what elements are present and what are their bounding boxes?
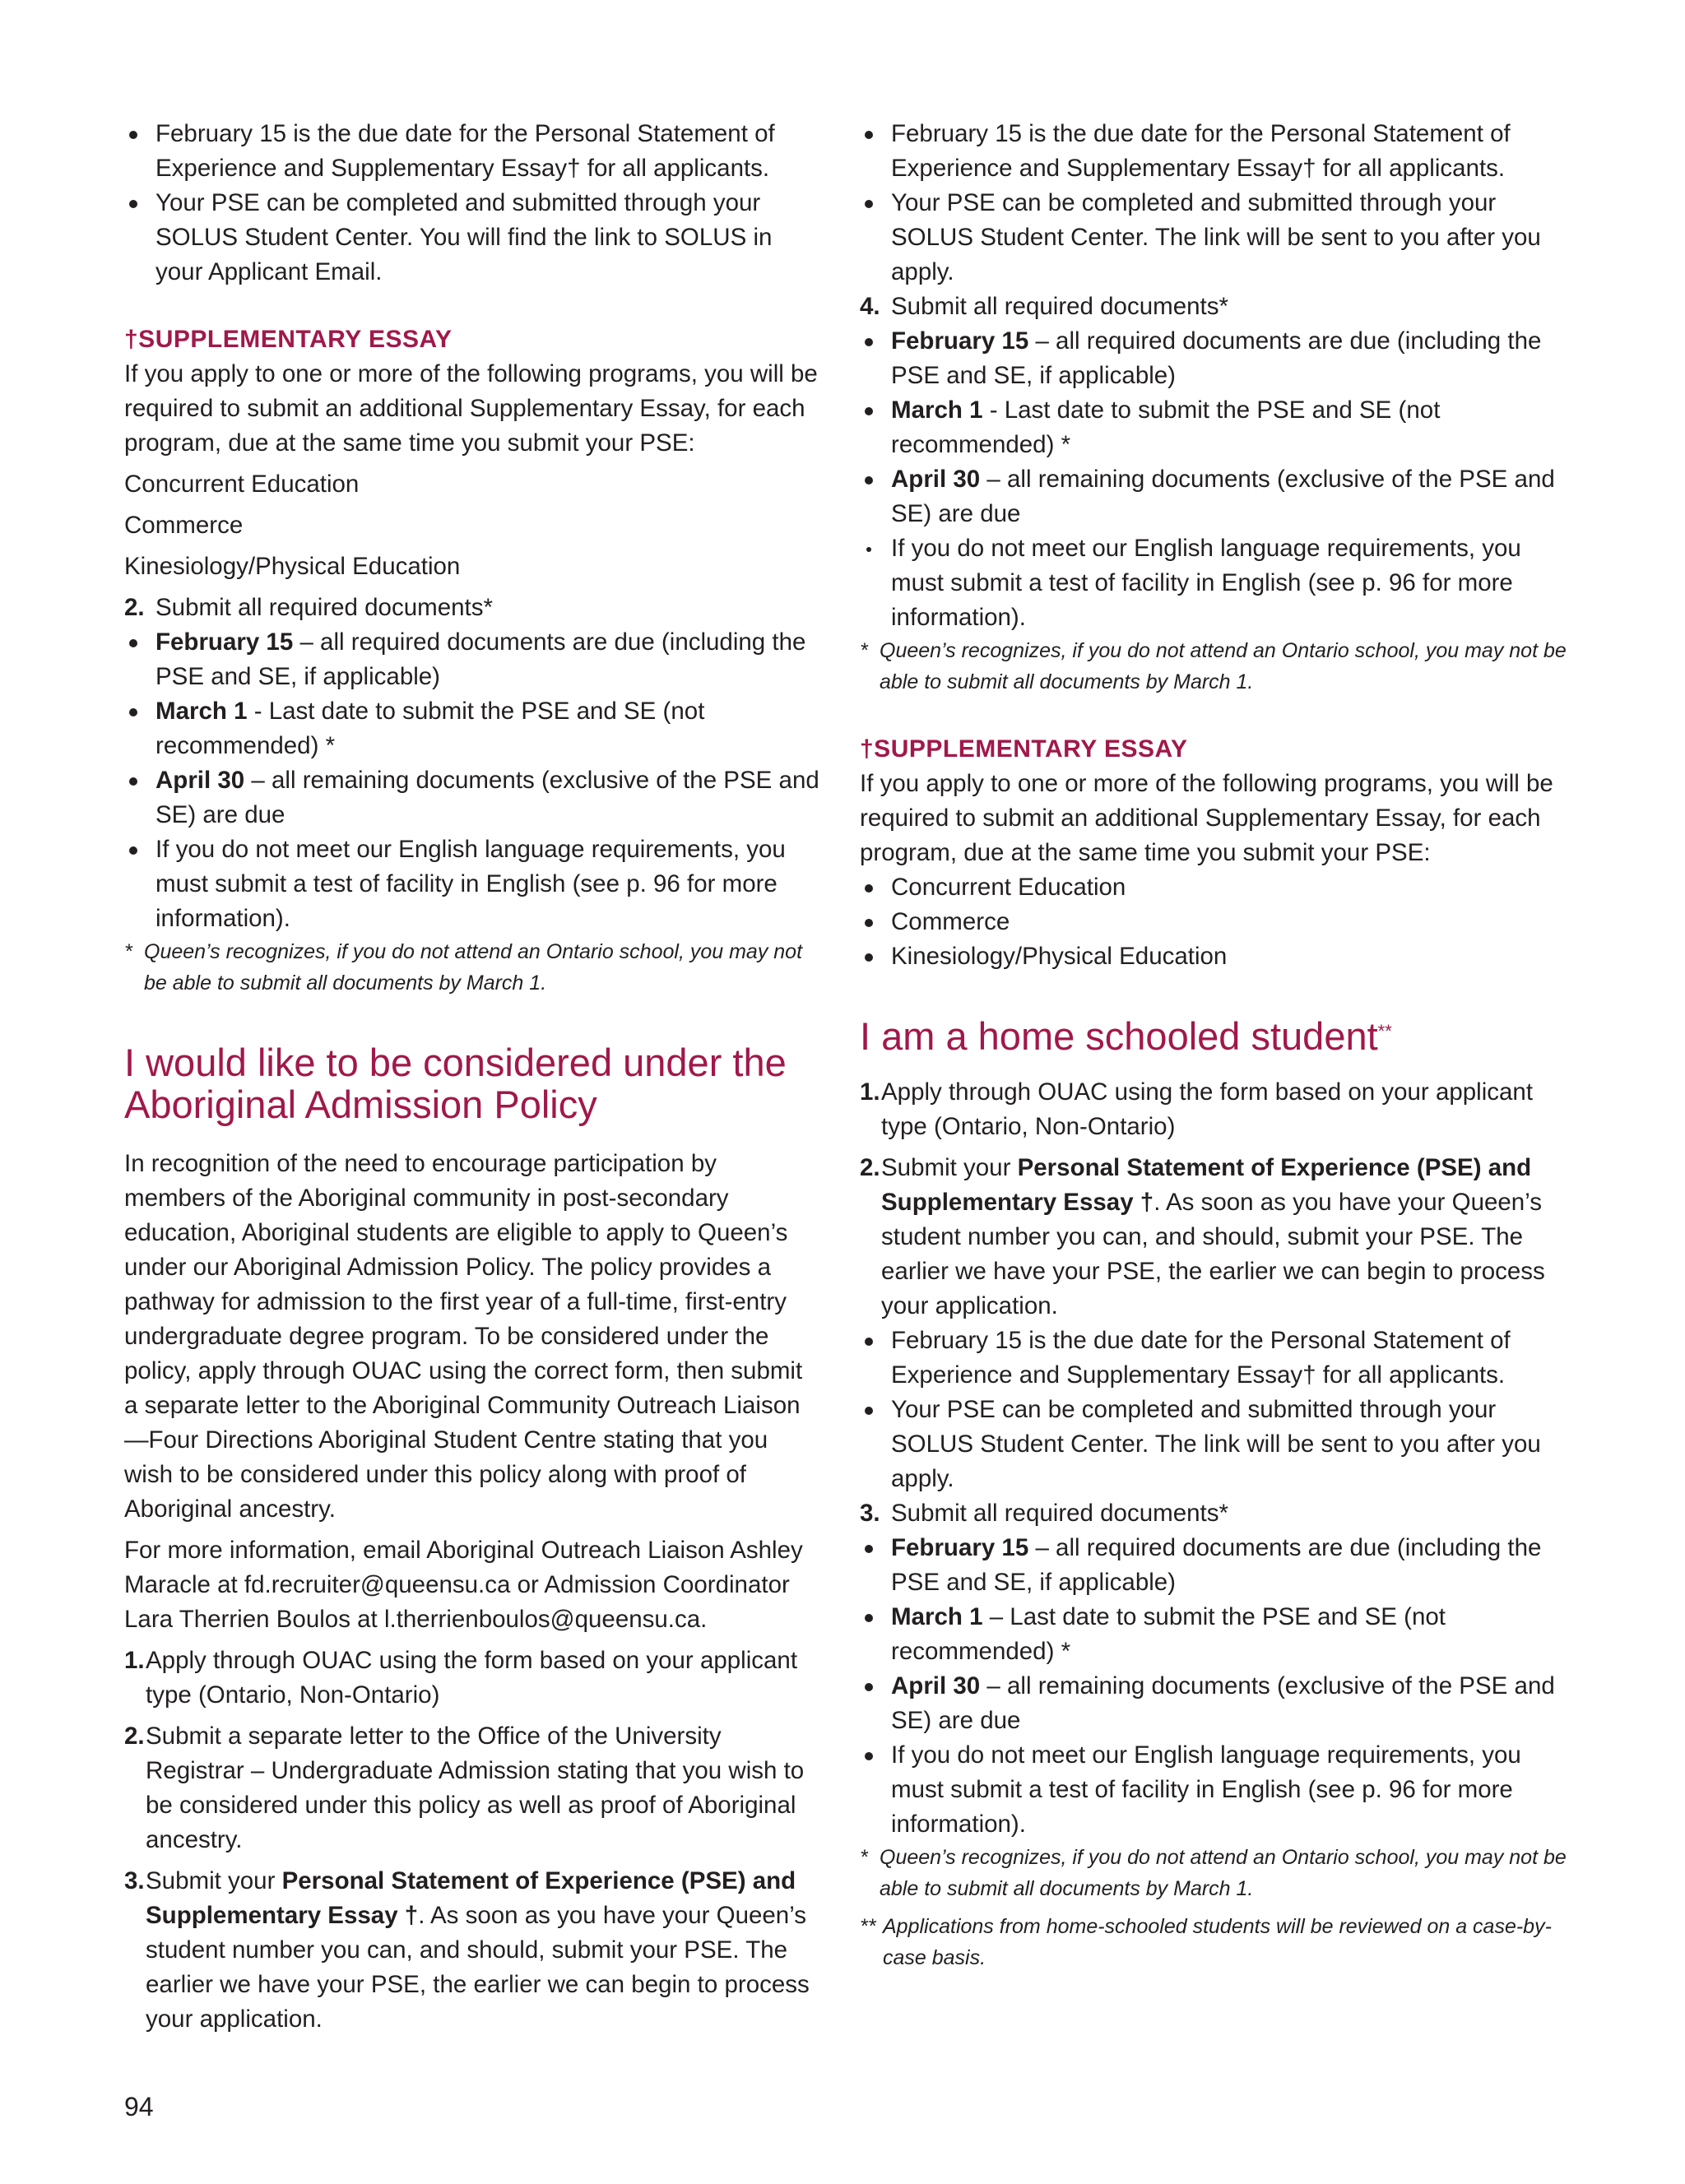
- right-column: [860, 117, 1567, 1973]
- footnote-text: Applications from home-schooled students will be reviewed on a case-by-case basis.: [883, 1915, 1552, 1969]
- home-step-3: [860, 1496, 1567, 1531]
- footnote-mark: *: [124, 940, 132, 963]
- program-concurrent-education: Concurrent Education: [124, 471, 360, 498]
- step-number: 2.: [124, 594, 145, 621]
- supplementary-essay-heading: †SUPPLEMENTARY ESSAY: [124, 326, 453, 353]
- deadline-item: [860, 1531, 1567, 1600]
- list-item: February 15 is the due date for the Personal Statement of Experience and Supplementary Essay† for all applicants.: [860, 117, 1567, 186]
- footnote-mark: *: [860, 1846, 868, 1869]
- program-commerce: Commerce: [124, 512, 244, 539]
- aboriginal-contact-paragraph: For more information, email Aboriginal Outreach Liaison Ashley Maracle at fd.recruiter@queensu.ca or Admission Coordinator Lara Therrien Boulos at l.therrienboulos@queensu.ca.: [124, 1537, 803, 1633]
- step-number: 3.: [124, 1867, 145, 1894]
- home-schooled-heading: [860, 1015, 1567, 1057]
- footnote-home-schooled: [860, 1911, 1567, 1973]
- page-number: 94: [124, 2092, 154, 2121]
- deadline-text: – all required documents are due (including the PSE and SE, if applicable): [891, 1534, 1542, 1596]
- deadline-item: [124, 763, 819, 832]
- step-number: 1.: [860, 1078, 880, 1106]
- step-text: Submit all required documents*: [891, 293, 1228, 320]
- aboriginal-step-1: [124, 1644, 819, 1713]
- deadline-text: - Last date to submit the PSE and SE (not recommended) *: [891, 396, 1441, 458]
- step-number: 4.: [860, 293, 880, 320]
- deadline-date: March 1: [891, 1603, 983, 1630]
- footnote-text: Queen’s recognizes, if you do not attend an Ontario school, you may not be able to submit all documents by March 1.: [880, 639, 1567, 693]
- deadline-item: [860, 324, 1567, 393]
- deadline-date: February 15: [891, 1534, 1029, 1561]
- list-item: Your PSE can be completed and submitted through your SOLUS Student Center. The link will be sent to you after you apply.: [860, 186, 1567, 290]
- deadline-text: – all remaining documents (exclusive of the PSE and SE) are due: [891, 466, 1555, 527]
- deadline-text: – all required documents are due (including the PSE and SE, if applicable): [891, 327, 1542, 389]
- deadline-item: [860, 1669, 1567, 1738]
- footnote: [860, 635, 1567, 698]
- deadline-item: [124, 832, 819, 936]
- step-text: . As soon as you have your Queen’s student number you can, and should, submit your PSE. The earlier we have your PSE, the earlier we can begin to process your application.: [146, 1902, 810, 2033]
- deadline-item: [124, 694, 819, 763]
- deadline-text: – Last date to submit the PSE and SE (not recommended) *: [891, 1603, 1446, 1665]
- supplementary-essay-intro: If you apply to one or more of the following programs, you will be required to submit an additional Supplementary Essay, for each program, due at the same time you submit your PSE:: [124, 360, 818, 457]
- aboriginal-step-3: [124, 1864, 819, 2037]
- program-commerce: Commerce: [860, 905, 1567, 939]
- step-number: 2.: [124, 1723, 145, 1750]
- list-item: Your PSE can be completed and submitted through your SOLUS Student Center. The link will be sent to you after you apply.: [860, 1393, 1567, 1496]
- deadline-date: February 15: [156, 628, 294, 656]
- home-bullets: [860, 1324, 1567, 1496]
- program-kinesiology: Kinesiology/Physical Education: [860, 939, 1567, 974]
- deadline-text: If you do not meet our English language requirements, you must submit a test of facility in English (see p. 96 for more information).: [891, 1741, 1521, 1838]
- footnote-mark: **: [860, 1915, 876, 1938]
- deadline-text: If you do not meet our English language requirements, you must submit a test of facility in English (see p. 96 for more information).: [156, 836, 786, 932]
- deadline-date: April 30: [891, 466, 981, 493]
- step-text: Apply through OUAC using the form based on your applicant type (Ontario, Non-Ontario): [881, 1078, 1534, 1140]
- program-kinesiology: Kinesiology/Physical Education: [124, 553, 461, 580]
- step-text: Submit all required documents*: [156, 594, 493, 621]
- supplementary-essay-heading: †SUPPLEMENTARY ESSAY: [860, 735, 1188, 763]
- deadline-date: April 30: [891, 1672, 981, 1699]
- deadline-text: - Last date to submit the PSE and SE (not recommended) *: [156, 698, 705, 759]
- footnote-mark: *: [860, 639, 868, 662]
- step-text: Submit your: [881, 1154, 1018, 1181]
- program-list: [860, 870, 1567, 974]
- footnote-text: Queen’s recognizes, if you do not attend an Ontario school, you may not be able to submit all documents by March 1.: [144, 940, 803, 995]
- step-text: Apply through OUAC using the form based on your applicant type (Ontario, Non-Ontario): [146, 1647, 798, 1709]
- deadline-item: [860, 1600, 1567, 1669]
- home-step-1: [860, 1075, 1567, 1144]
- deadline-item: [860, 393, 1567, 462]
- deadline-item: [124, 625, 819, 694]
- step-number: 2.: [860, 1154, 880, 1181]
- step-text: Submit your: [146, 1867, 282, 1894]
- step-submit-documents: [860, 290, 1567, 324]
- left-column: [124, 117, 819, 2037]
- deadline-date: February 15: [891, 327, 1029, 355]
- list-item: February 15 is the due date for the Personal Statement of Experience and Supplementary Essay† for all applicants.: [860, 1324, 1567, 1393]
- right-english-requirement: [860, 531, 1567, 635]
- list-item: Your PSE can be completed and submitted through your SOLUS Student Center. You will find the link to SOLUS in your Applicant Email.: [124, 186, 819, 290]
- deadline-text: – all remaining documents (exclusive of the PSE and SE) are due: [891, 1672, 1555, 1734]
- step-text: Submit a separate letter to the Office of the University Registrar – Undergraduate Admission stating that you wish to be considered under this policy as well as proof of Aboriginal ancestry.: [146, 1723, 805, 1853]
- deadline-date: April 30: [156, 767, 245, 794]
- home-document-deadlines: [860, 1531, 1567, 1842]
- footnote: [124, 936, 819, 999]
- right-top-bullets: [860, 117, 1567, 290]
- right-document-deadlines: [860, 324, 1567, 531]
- heading-footnote-mark: **: [1377, 1021, 1392, 1041]
- list-item: If you do not meet our English language requirements, you must submit a test of facility in English (see p. 96 for more information).: [860, 531, 1567, 635]
- deadline-text: – all required documents are due (including the PSE and SE, if applicable): [156, 628, 806, 690]
- step-text: Submit all required documents*: [891, 1500, 1228, 1527]
- aboriginal-step-2: [124, 1719, 819, 1857]
- home-step-2: [860, 1151, 1567, 1324]
- home-schooled-heading-text: I am a home schooled student: [860, 1014, 1378, 1058]
- aboriginal-policy-paragraph: In recognition of the need to encourage participation by members of the Aboriginal community in post-secondary education, Aboriginal students are eligible to apply to Queen’s under our Aboriginal Admission Policy. The policy provides a pathway for admission to the first year of a full-time, first-entry undergraduate degree program. To be considered under the policy, apply through OUAC using the correct form, then submit a separate letter to the Aboriginal Community Outreach Liaison —Four Directions Aboriginal Student Centre stating that you wish to be considered under this policy along with proof of Aboriginal ancestry.: [124, 1150, 803, 1523]
- deadline-item: [860, 462, 1567, 531]
- step-submit-documents: [124, 591, 819, 625]
- step-number: 1.: [124, 1647, 145, 1674]
- deadline-text: – all remaining documents (exclusive of the PSE and SE) are due: [156, 767, 819, 828]
- deadline-date: March 1: [891, 396, 983, 424]
- deadline-item: [860, 1738, 1567, 1842]
- step-text-bold: Personal Statement of Experience (PSE) and Supplementary Essay †: [881, 1154, 1532, 1216]
- footnote-text: Queen’s recognizes, if you do not attend an Ontario school, you may not be able to submit all documents by March 1.: [880, 1846, 1567, 1900]
- step-text-bold: Personal Statement of Experience (PSE) and Supplementary Essay †: [146, 1867, 796, 1929]
- left-document-deadlines: [124, 625, 819, 936]
- supplementary-essay-intro: If you apply to one or more of the following programs, you will be required to submit an additional Supplementary Essay, for each program, due at the same time you submit your PSE:: [860, 770, 1553, 866]
- list-item: February 15 is the due date for the Personal Statement of Experience and Supplementary Essay† for all applicants.: [124, 117, 819, 186]
- program-concurrent-education: Concurrent Education: [860, 870, 1567, 905]
- step-text: . As soon as you have your Queen’s student number you can, and should, submit your PSE. The earlier we have your PSE, the earlier we can begin to process your application.: [881, 1189, 1545, 1319]
- deadline-date: March 1: [156, 698, 248, 725]
- footnote: [860, 1842, 1567, 1904]
- left-top-bullets: [124, 117, 819, 290]
- step-number: 3.: [860, 1500, 880, 1527]
- aboriginal-policy-heading: I would like to be considered under the Aboriginal Admission Policy: [124, 1041, 787, 1126]
